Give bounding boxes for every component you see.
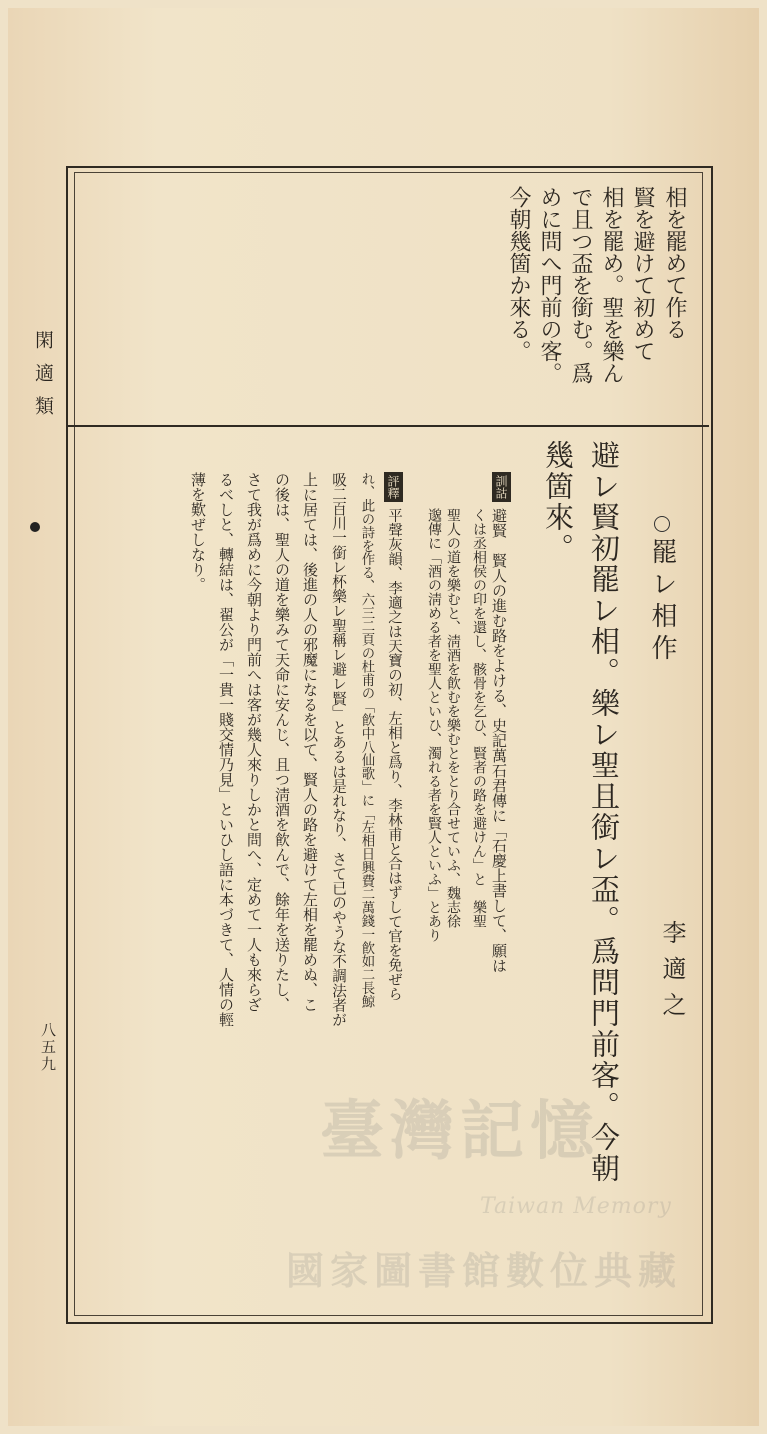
kungo-line: 聖人の道を樂むと、淸酒を飮むを樂むとをとり合せていふ、魏志徐 <box>445 508 461 928</box>
kungo-line: 避賢 賢人の進む路をよける、史記萬石君傳に「石慶上書して、願は <box>490 508 508 973</box>
page-number: 八五九 <box>39 1022 57 1073</box>
hyoshaku-line: さて我が爲めに今朝より門前へは客が幾人來りしかと問へ、定めて一人も來らざ <box>245 472 263 1012</box>
hyoshaku-line: 吸二百川一銜レ杯樂レ聖稱レ避レ賢」とあるは是れなり、さて已のやうな不調法者が <box>330 472 347 1027</box>
hyoshaku-line: の後は、聖人の道を樂みて天命に安んじ、且つ淸酒を飮んで、餘年を送りたし、 <box>273 472 291 1012</box>
watermark-latin: Taiwan Memory <box>480 1194 672 1219</box>
bullet-mark <box>30 522 40 532</box>
hyoshaku-line: るべしと、轉結は、翟公が「一貴一賤交情乃見」といひし語に本づきて、人情の輕 <box>217 472 235 1027</box>
label-kungo: 訓詁 <box>492 472 511 502</box>
translation-line: 賢を避けて初めて <box>630 186 655 362</box>
title-circle-mark <box>654 516 670 532</box>
poem-author: 李適之 <box>658 920 686 1028</box>
watermark-library: 國家圖書館數位典藏 <box>286 1248 683 1293</box>
section-divider <box>68 425 709 427</box>
hyoshaku-line: 平聲灰韻、李適之は天寶の初、左相と爲り、李林甫と合はずして官を免ぜら <box>386 508 402 1001</box>
running-head: 閑適類 <box>32 330 54 429</box>
translation-line: で且つ盃を銜む。爲 <box>568 186 593 384</box>
hyoshaku-line: 薄を歎ぜしなり。 <box>189 472 207 592</box>
translation-line: 相を罷めて作る <box>662 186 687 340</box>
kungo-line: 邈傳に「酒の淸める者を聖人といひ、濁れる者を賢人といふ」とあり <box>426 508 442 942</box>
translation-line: 相を罷め。聖を樂ん <box>599 186 624 384</box>
hyoshaku-line: れ、此の詩を作る、六三二頁の杜甫の「飮中八仙歌」に「左相日興費二萬錢一飮如二長鯨 <box>359 472 374 1008</box>
kanbun-line: 幾箇來。 <box>541 440 575 564</box>
translation-line: めに問へ門前の客。 <box>537 186 562 384</box>
label-hyoshaku: 評釋 <box>384 472 403 502</box>
hyoshaku-line: 上に居ては、後進の人の邪魔になるを以て、賢人の路を避けて左相を罷めぬ、こ <box>301 472 319 1012</box>
watermark <box>280 1070 700 1310</box>
translation-line: 今朝幾箇か來る。 <box>506 186 531 362</box>
kungo-line: くは丞相侯の印を還し、骸骨を乞ひ、賢者の路を避けん」と 樂聖 <box>471 508 487 928</box>
watermark-brand: 臺灣記憶 <box>320 1094 600 1169</box>
kanbun-line: 避レ賢初罷レ相。樂レ聖且銜レ盃。爲問門前客。今朝 <box>587 440 621 1184</box>
poem-title: 罷レ相作 <box>647 538 677 666</box>
